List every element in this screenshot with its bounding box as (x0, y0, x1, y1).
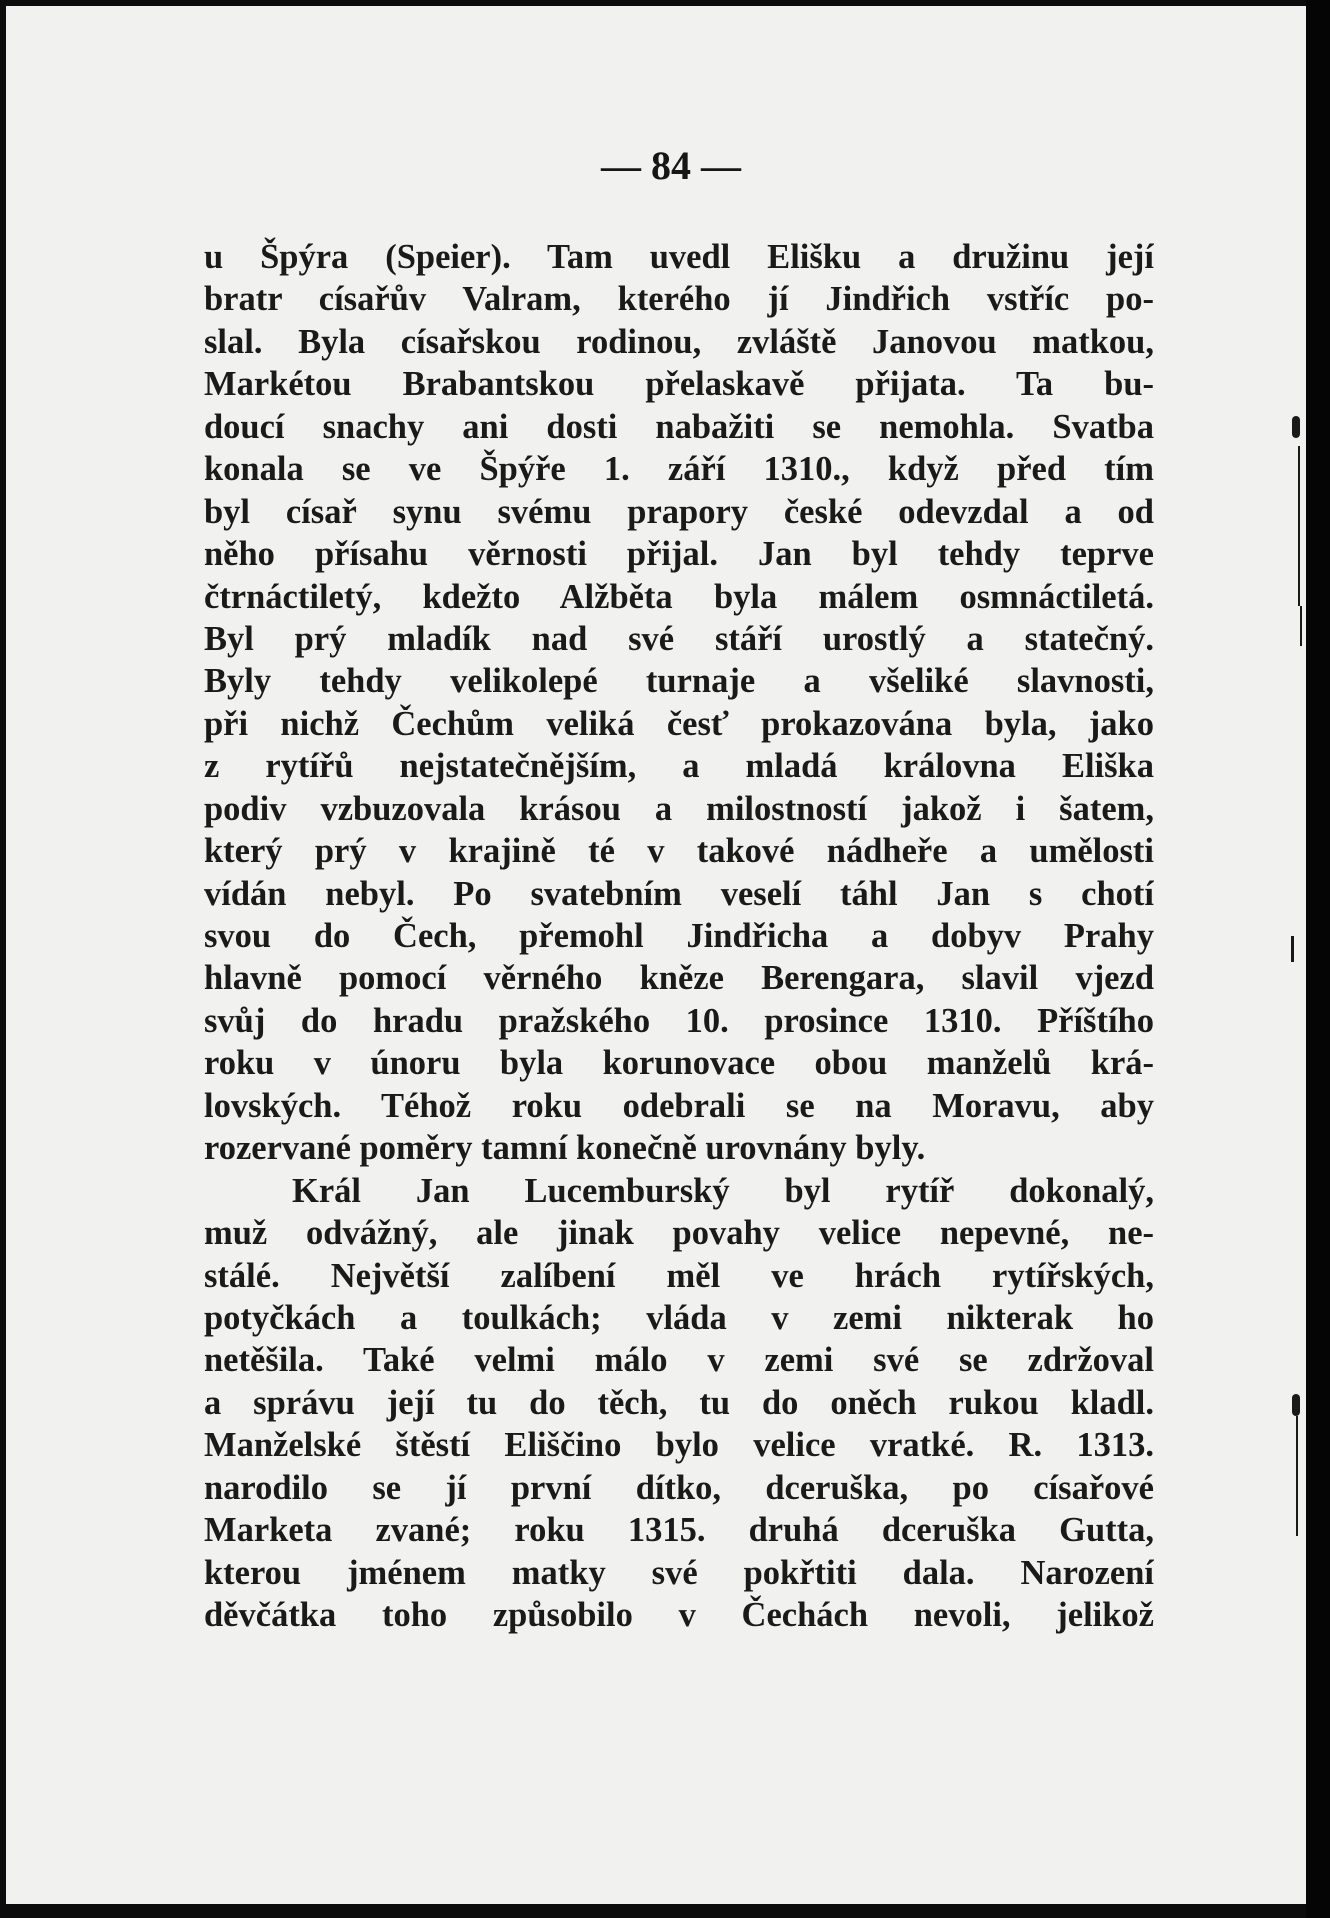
text-line: narodilo se jí první dítko, dceruška, po císařové (204, 1468, 1154, 1507)
text-line: něho přísahu věrnosti přijal. Jan byl tehdy teprve (204, 535, 1154, 574)
text-line: Marketa zvané; roku 1315. druhá dceruška Gutta, (204, 1511, 1154, 1550)
text-line: bratr císařův Valram, kterého jí Jindřich vstříc po- (204, 280, 1154, 319)
text-line: Manželské štěstí Eliščino bylo velice vratké. R. 1313. (204, 1426, 1154, 1465)
text-line: a správu její tu do těch, tu do oněch rukou kladl. (204, 1383, 1154, 1422)
text-line: při nichž Čechům veliká česť prokazována byla, jako (204, 704, 1154, 743)
text-line: hlavně pomocí věrného kněze Berengara, slavil vjezd (204, 959, 1154, 998)
text-line: podiv vzbuzovala krásou a milostností jakož i šatem, (204, 789, 1154, 828)
text-line: lovských. Téhož roku odebrali se na Moravu, aby (204, 1086, 1154, 1125)
text-line: vídán nebyl. Po svatebním veselí táhl Jan s chotí (204, 874, 1154, 913)
text-line: čtrnáctiletý, kdežto Alžběta byla málem osmnáctiletá. (204, 577, 1154, 616)
text-line: roku v únoru byla korunovace obou manželů krá- (204, 1044, 1154, 1083)
scan-mark (1291, 936, 1294, 962)
text-line: Markétou Brabantskou přelaskavě přijata. Ta bu- (204, 365, 1154, 404)
scan-mark (1298, 446, 1300, 606)
text-line: Byly tehdy velikolepé turnaje a všeliké slavnosti, (204, 662, 1154, 701)
scan-mark (1296, 1416, 1298, 1536)
text-line: byl císař synu svému prapory české odevzdal a od (204, 492, 1154, 531)
body-text (204, 236, 1154, 1636)
text-line: muž odvážný, ale jinak povahy velice nepevné, ne- (204, 1214, 1154, 1253)
text-line: konala se ve Špýře 1. září 1310., když před tím (204, 450, 1154, 489)
text-line: svůj do hradu pražského 10. prosince 1310. Příštího (204, 1001, 1154, 1040)
text-line: netěšila. Také velmi málo v zemi své se zdržoval (204, 1341, 1154, 1380)
page-edge (1306, 0, 1330, 1918)
text-line: který prý v krajině té v takové nádheře a umělosti (204, 832, 1154, 871)
text-line: stálé. Největší zalíbení měl ve hrách rytířských, (204, 1256, 1154, 1295)
text-line: slal. Byla císařskou rodinou, zvláště Janovou matkou, (204, 322, 1154, 361)
scan-mark (1292, 1394, 1300, 1416)
text-line: Král Jan Lucemburský byl rytíř dokonalý, (292, 1171, 1154, 1210)
text-line: rozervané poměry tamní konečně urovnány byly. (204, 1129, 926, 1168)
text-line: z rytířů nejstatečnějším, a mladá královna Eliška (204, 747, 1154, 786)
text-line: svou do Čech, přemohl Jindřicha a dobyv Prahy (204, 917, 1154, 955)
text-line: kterou jménem matky své pokřtiti dala. Narození (204, 1553, 1154, 1592)
scan-mark (1300, 606, 1302, 646)
text-line: Byl prý mladík nad své stáří urostlý a statečný. (204, 619, 1154, 658)
text-line: děvčátka toho způsobilo v Čechách nevoli, jelikož (204, 1596, 1154, 1634)
text-line: potyčkách a toulkách; vláda v zemi nikterak ho (204, 1298, 1154, 1337)
scan-mark (1292, 416, 1300, 438)
text-line: doucí snachy ani dosti nabažiti se nemohla. Svatba (204, 407, 1154, 446)
scanned-page (6, 6, 1306, 1904)
page-number: — 84 — (601, 143, 741, 188)
text-line: u Špýra (Speier). Tam uvedl Elišku a družinu její (204, 238, 1154, 276)
